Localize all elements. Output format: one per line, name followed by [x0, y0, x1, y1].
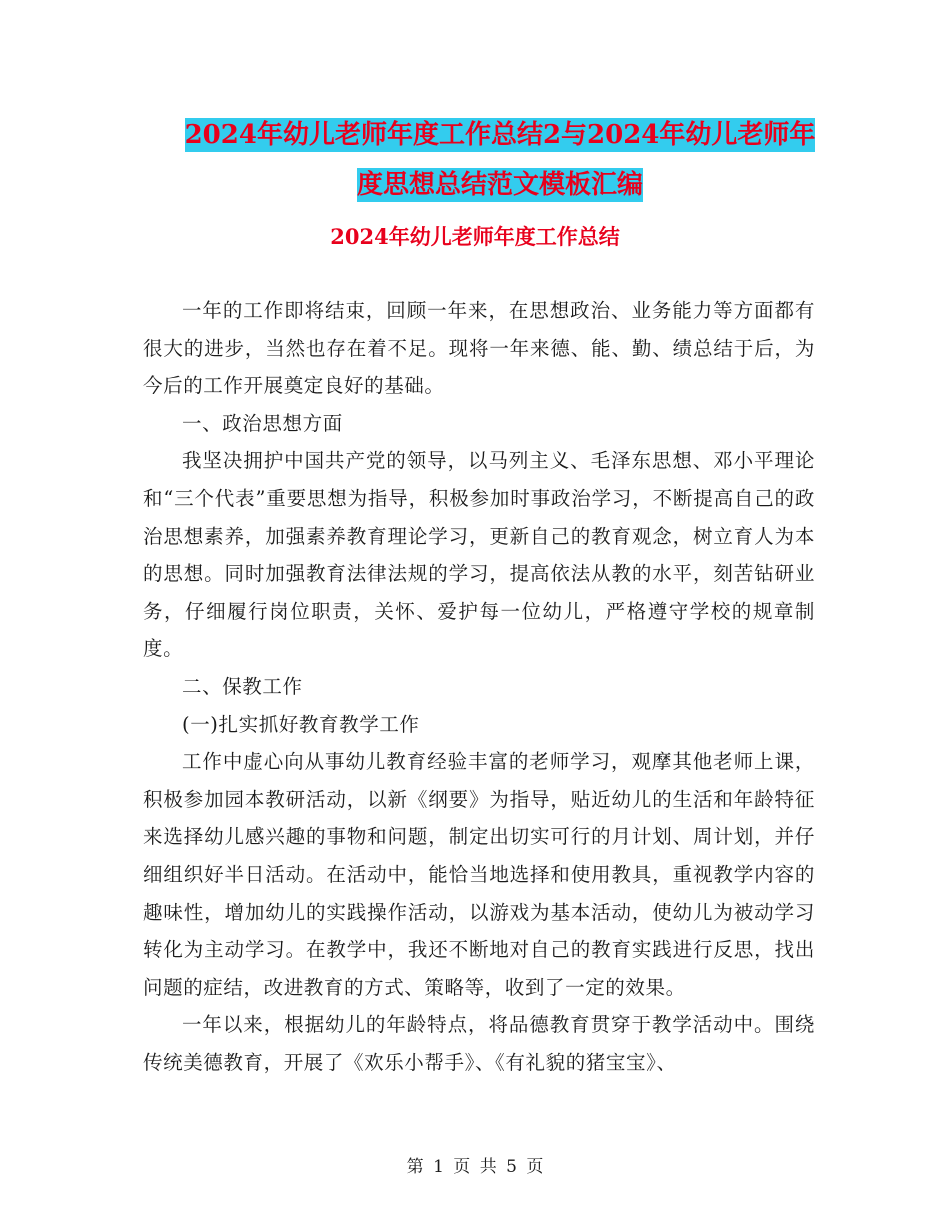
page-footer: 第 1 页 共 5 页	[406, 1157, 544, 1177]
paragraph-teaching: 工作中虚心向从事幼儿教育经验丰富的老师学习，观摩其他老师上课，积极参加园本教研活动，以新《纲要》为指导，贴近幼儿的生活和年龄特征来选择幼儿感兴趣的事物和问题，制定出切实可行的月计划、周计划，并仔细组织好半日活动。在活动中，能恰当地选择和使用教具，重视教学内容的趣味性，增加幼儿的实践操作活动，以游戏为基本活动，使幼儿为被动学习转化为主动学习。在教学中，我还不断地对自己的教育实践进行反思，找出问题的症结，改进教育的方式、策略等，收到了一定的效果。	[143, 750, 815, 999]
document-title	[120, 110, 880, 210]
heading-political: 一、政治思想方面	[182, 411, 343, 435]
document-title-line2: 度思想总结范文模板汇编	[356, 170, 643, 200]
section-title: 2024年幼儿老师年度工作总结	[330, 224, 620, 249]
document-body	[143, 292, 815, 1081]
paragraph-political: 我坚决拥护中国共产党的领导，以马列主义、毛泽东思想、邓小平理论和“三个代表”重要思想为指导，积极参加时事政治学习，不断提高自己的政治思想素养，加强素养教育理论学习，更新自己的教育观念，树立育人为本的思想。同时加强教育法律法规的学习，提高依法从教的水平，刻苦钻研业务，仔细履行岗位职责，关怀、爱护每一位幼儿，严格遵守学校的规章制度。	[143, 449, 815, 661]
heading-teaching: 二、保教工作	[182, 674, 303, 698]
subheading-teaching: (一)扎实抓好教育教学工作	[182, 712, 420, 736]
document-title-line1: 2024年幼儿老师年度工作总结2与2024年幼儿老师年	[184, 120, 816, 150]
paragraph-intro: 一年的工作即将结束，回顾一年来，在思想政治、业务能力等方面都有很大的进步，当然也存在着不足。现将一年来德、能、勤、绩总结于后，为今后的工作开展奠定良好的基础。	[143, 299, 815, 398]
paragraph-moral: 一年以来，根据幼儿的年龄特点，将品德教育贯穿于教学活动中。围绕传统美德教育，开展了《欢乐小帮手》、《有礼貌的猪宝宝》、	[143, 1013, 815, 1074]
